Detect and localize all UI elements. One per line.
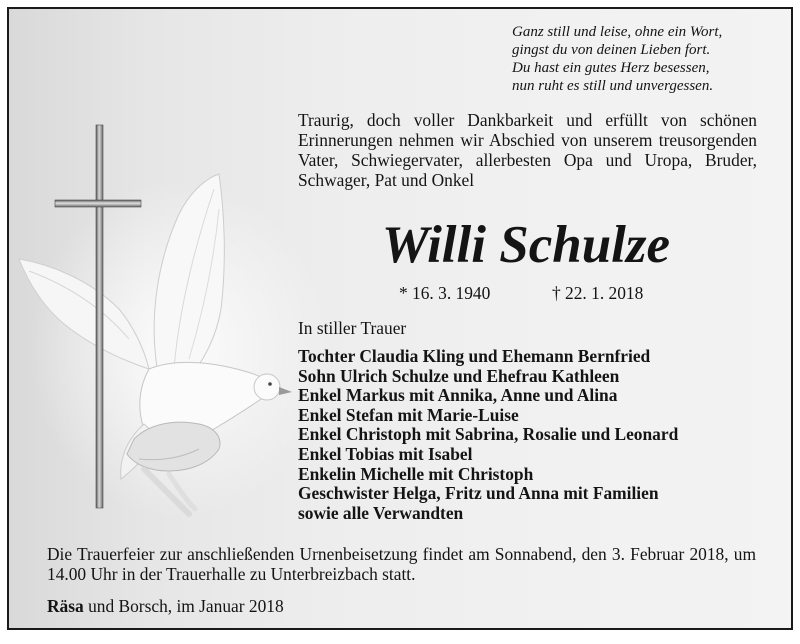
intro-text: Traurig, doch voller Dankbarkeit und erfüllt von schönen Erinnerungen nehmen wir Abschied von unserem treusorgenden Vater, Schwiegervater, allerbesten Opa und Uropa, Bruder, Schwager, Pat und Onkel [298, 110, 757, 190]
poem-line: Du hast ein gutes Herz besessen, [512, 60, 710, 76]
family-member: Geschwister Helga, Fritz und Anna mit Familien [298, 483, 659, 504]
deceased-name: Willi Schulze [381, 216, 671, 274]
family-list [298, 347, 768, 523]
family-member: Enkel Tobias mit Isabel [298, 443, 473, 464]
poem-line: nun ruht es still und unvergessen. [512, 78, 714, 94]
mourning-label: In stiller Trauer [298, 318, 407, 338]
ceremony-info: Die Trauerfeier zur anschließenden Urnenbeisetzung findet am Sonnabend, den 3. Februar 2018, um 14.00 Uhr in der Trauerhalle zu Unterbreizbach statt. [47, 544, 756, 584]
family-member: Enkel Christoph mit Sabrina, Rosalie und Leonard [298, 424, 679, 445]
place-date-line [47, 596, 284, 617]
poem-line: gingst du von deinen Lieben fort. [512, 42, 711, 58]
memorial-poem [512, 23, 782, 95]
birth-date: * 16. 3. 1940 [399, 283, 491, 303]
death-date: † 22. 1. 2018 [552, 283, 644, 303]
family-member: Enkel Stefan mit Marie-Luise [298, 404, 519, 425]
family-member: Enkelin Michelle mit Christoph [298, 463, 534, 484]
place-rest: und Borsch, im Januar 2018 [83, 596, 284, 616]
place-town: Räsa [47, 596, 84, 616]
poem-line: Ganz still und leise, ohne ein Wort, [512, 24, 723, 40]
obituary-notice [7, 7, 793, 630]
memorial-artwork [9, 9, 329, 529]
family-member: Tochter Claudia Kling und Ehemann Bernfried [298, 346, 651, 366]
family-member: Sohn Ulrich Schulze und Ehefrau Kathleen [298, 365, 620, 386]
family-member: sowie alle Verwandten [298, 502, 464, 523]
family-member: Enkel Markus mit Annika, Anne und Alina [298, 385, 618, 406]
